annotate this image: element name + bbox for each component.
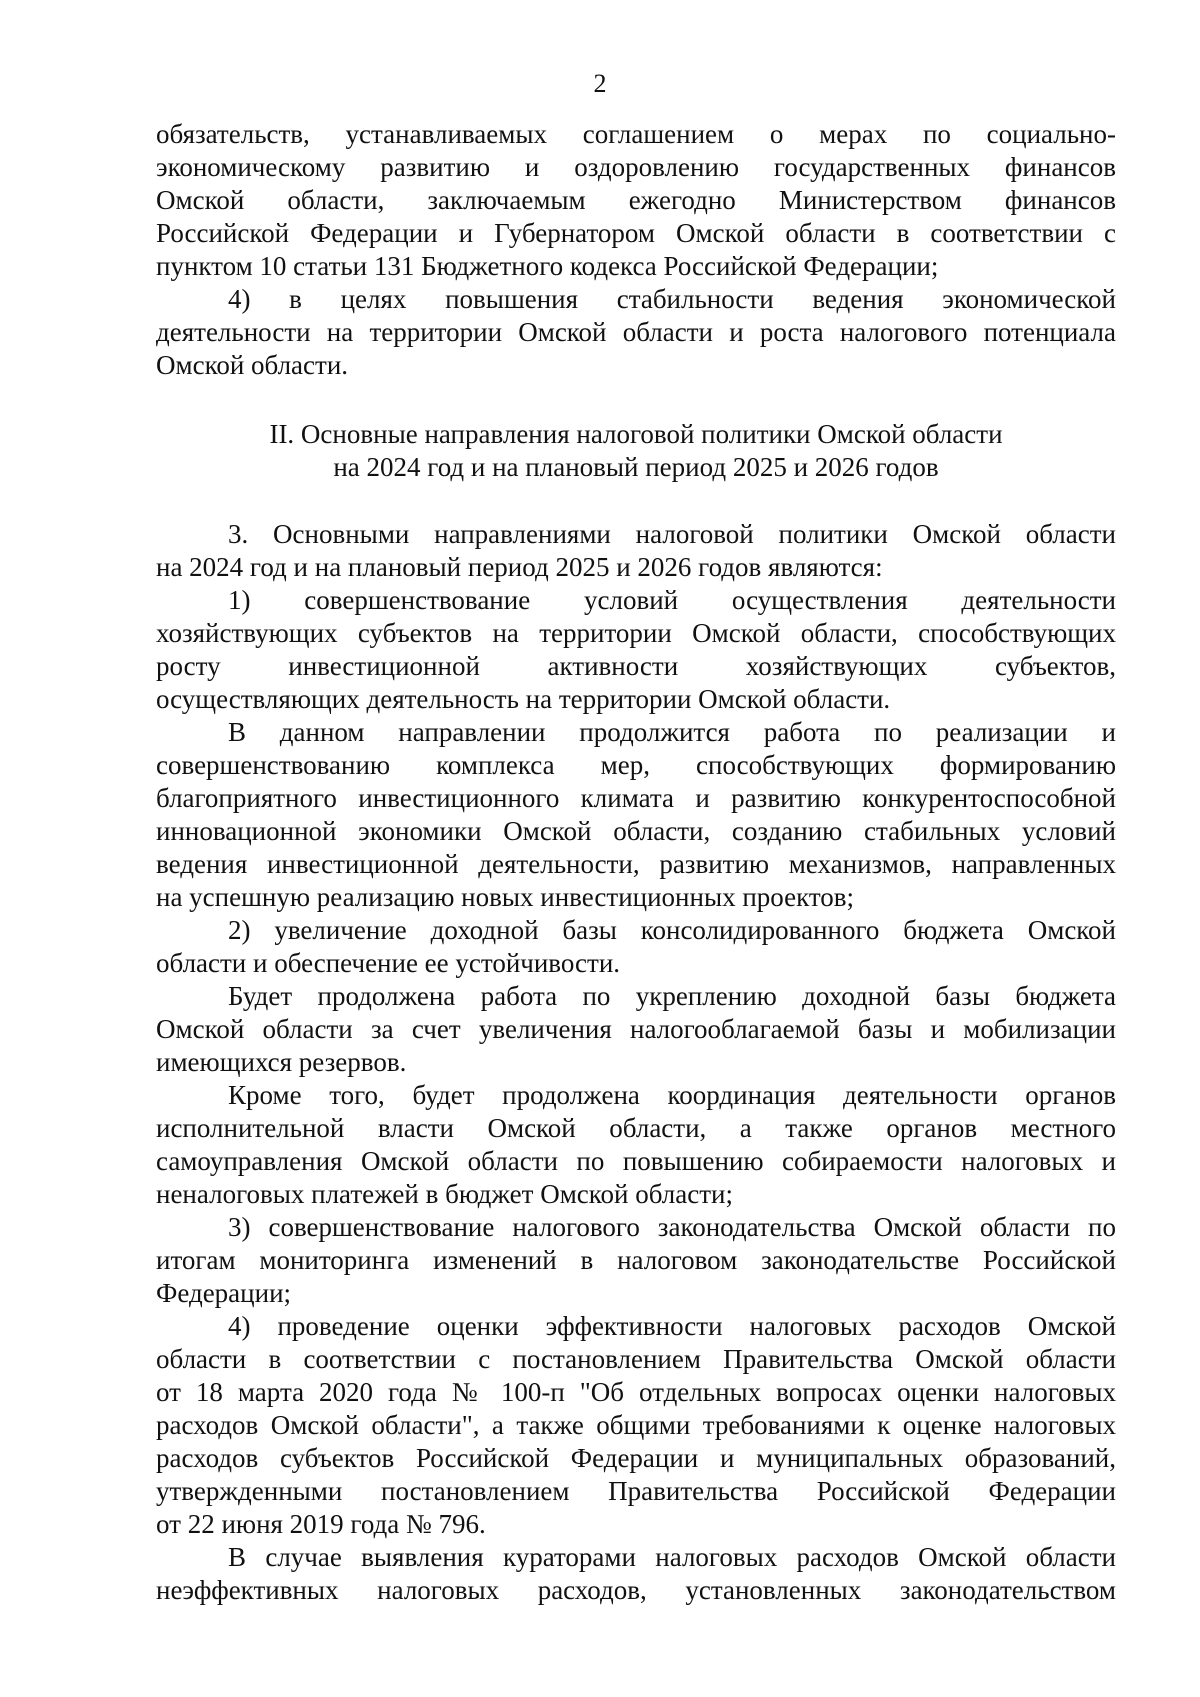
section-heading: на 2024 год и на плановый период 2025 и 2026 годов <box>333 452 939 482</box>
text-line: Омской области, заключаемым ежегодно Министерством финансов <box>156 185 1116 215</box>
text-line: 4) в целях повышения стабильности ведения экономической <box>228 284 1116 314</box>
text-line: итогам мониторинга изменений в налоговом законодательстве Российской <box>156 1245 1116 1275</box>
document-body <box>156 118 1116 1607</box>
page-number: 2 <box>593 69 607 98</box>
text-line: 4) проведение оценки эффективности налоговых расходов Омской <box>228 1311 1116 1341</box>
text-line: неналоговых платежей в бюджет Омской области; <box>156 1179 733 1209</box>
text-line: деятельности на территории Омской области и роста налогового потенциала <box>156 317 1116 347</box>
text-line: 3) совершенствование налогового законодательства Омской области по <box>228 1212 1116 1242</box>
text-line: росту инвестиционной активности хозяйствующих субъектов, <box>156 651 1116 681</box>
text-line: исполнительной власти Омской области, а также органов местного <box>156 1113 1116 1143</box>
text-line: хозяйствующих субъектов на территории Омской области, способствующих <box>156 618 1116 648</box>
text-line: имеющихся резервов. <box>156 1047 407 1077</box>
text-line: от 18 марта 2020 года № 100-п "Об отдельных вопросах оценки налоговых <box>156 1377 1116 1407</box>
text-line: инновационной экономики Омской области, созданию стабильных условий <box>156 816 1116 846</box>
text-line: на успешную реализацию новых инвестиционных проектов; <box>156 882 855 912</box>
text-line: обязательств, устанавливаемых соглашением о мерах по социально- <box>156 119 1116 149</box>
text-line: на 2024 год и на плановый период 2025 и 2026 годов являются: <box>156 552 883 582</box>
text-line: Омской области за счет увеличения налогооблагаемой базы и мобилизации <box>156 1014 1116 1044</box>
text-line: самоуправления Омской области по повышению собираемости налоговых и <box>156 1146 1116 1176</box>
text-line: экономическому развитию и оздоровлению государственных финансов <box>156 152 1116 182</box>
text-line: от 22 июня 2019 года № 796. <box>156 1509 486 1539</box>
text-line: осуществляющих деятельность на территории Омской области. <box>156 684 891 714</box>
text-line: области и обеспечение ее устойчивости. <box>156 948 621 978</box>
text-line: Федерации; <box>156 1278 292 1308</box>
section-heading: II. Основные направления налоговой политики Омской области <box>269 419 1003 449</box>
text-line: благоприятного инвестиционного климата и развитию конкурентоспособной <box>156 783 1116 813</box>
text-line: неэффективных налоговых расходов, установленных законодательством <box>156 1575 1116 1605</box>
text-line: Омской области. <box>156 350 349 380</box>
text-line: 1) совершенствование условий осуществления деятельности <box>228 585 1116 615</box>
text-line: В случае выявления кураторами налоговых расходов Омской области <box>228 1542 1116 1572</box>
text-line: пунктом 10 статьи 131 Бюджетного кодекса Российской Федерации; <box>156 251 939 281</box>
text-line: Российской Федерации и Губернатором Омской области в соответствии с <box>156 218 1116 248</box>
text-line: ведения инвестиционной деятельности, развитию механизмов, направленных <box>156 849 1116 879</box>
text-line: расходов субъектов Российской Федерации и муниципальных образований, <box>156 1443 1116 1473</box>
text-line: В данном направлении продолжится работа по реализации и <box>228 717 1116 747</box>
text-line: области в соответствии с постановлением Правительства Омской области <box>156 1344 1116 1374</box>
text-line: Будет продолжена работа по укреплению доходной базы бюджета <box>228 981 1116 1011</box>
text-line: расходов Омской области", а также общими требованиями к оценке налоговых <box>156 1410 1116 1440</box>
text-line: совершенствованию комплекса мер, способствующих формированию <box>156 750 1116 780</box>
text-line: утвержденными постановлением Правительства Российской Федерации <box>156 1476 1116 1506</box>
text-line: Кроме того, будет продолжена координация деятельности органов <box>228 1080 1116 1110</box>
text-line: 2) увеличение доходной базы консолидированного бюджета Омской <box>228 915 1116 945</box>
text-line: 3. Основными направлениями налоговой политики Омской области <box>228 519 1116 549</box>
